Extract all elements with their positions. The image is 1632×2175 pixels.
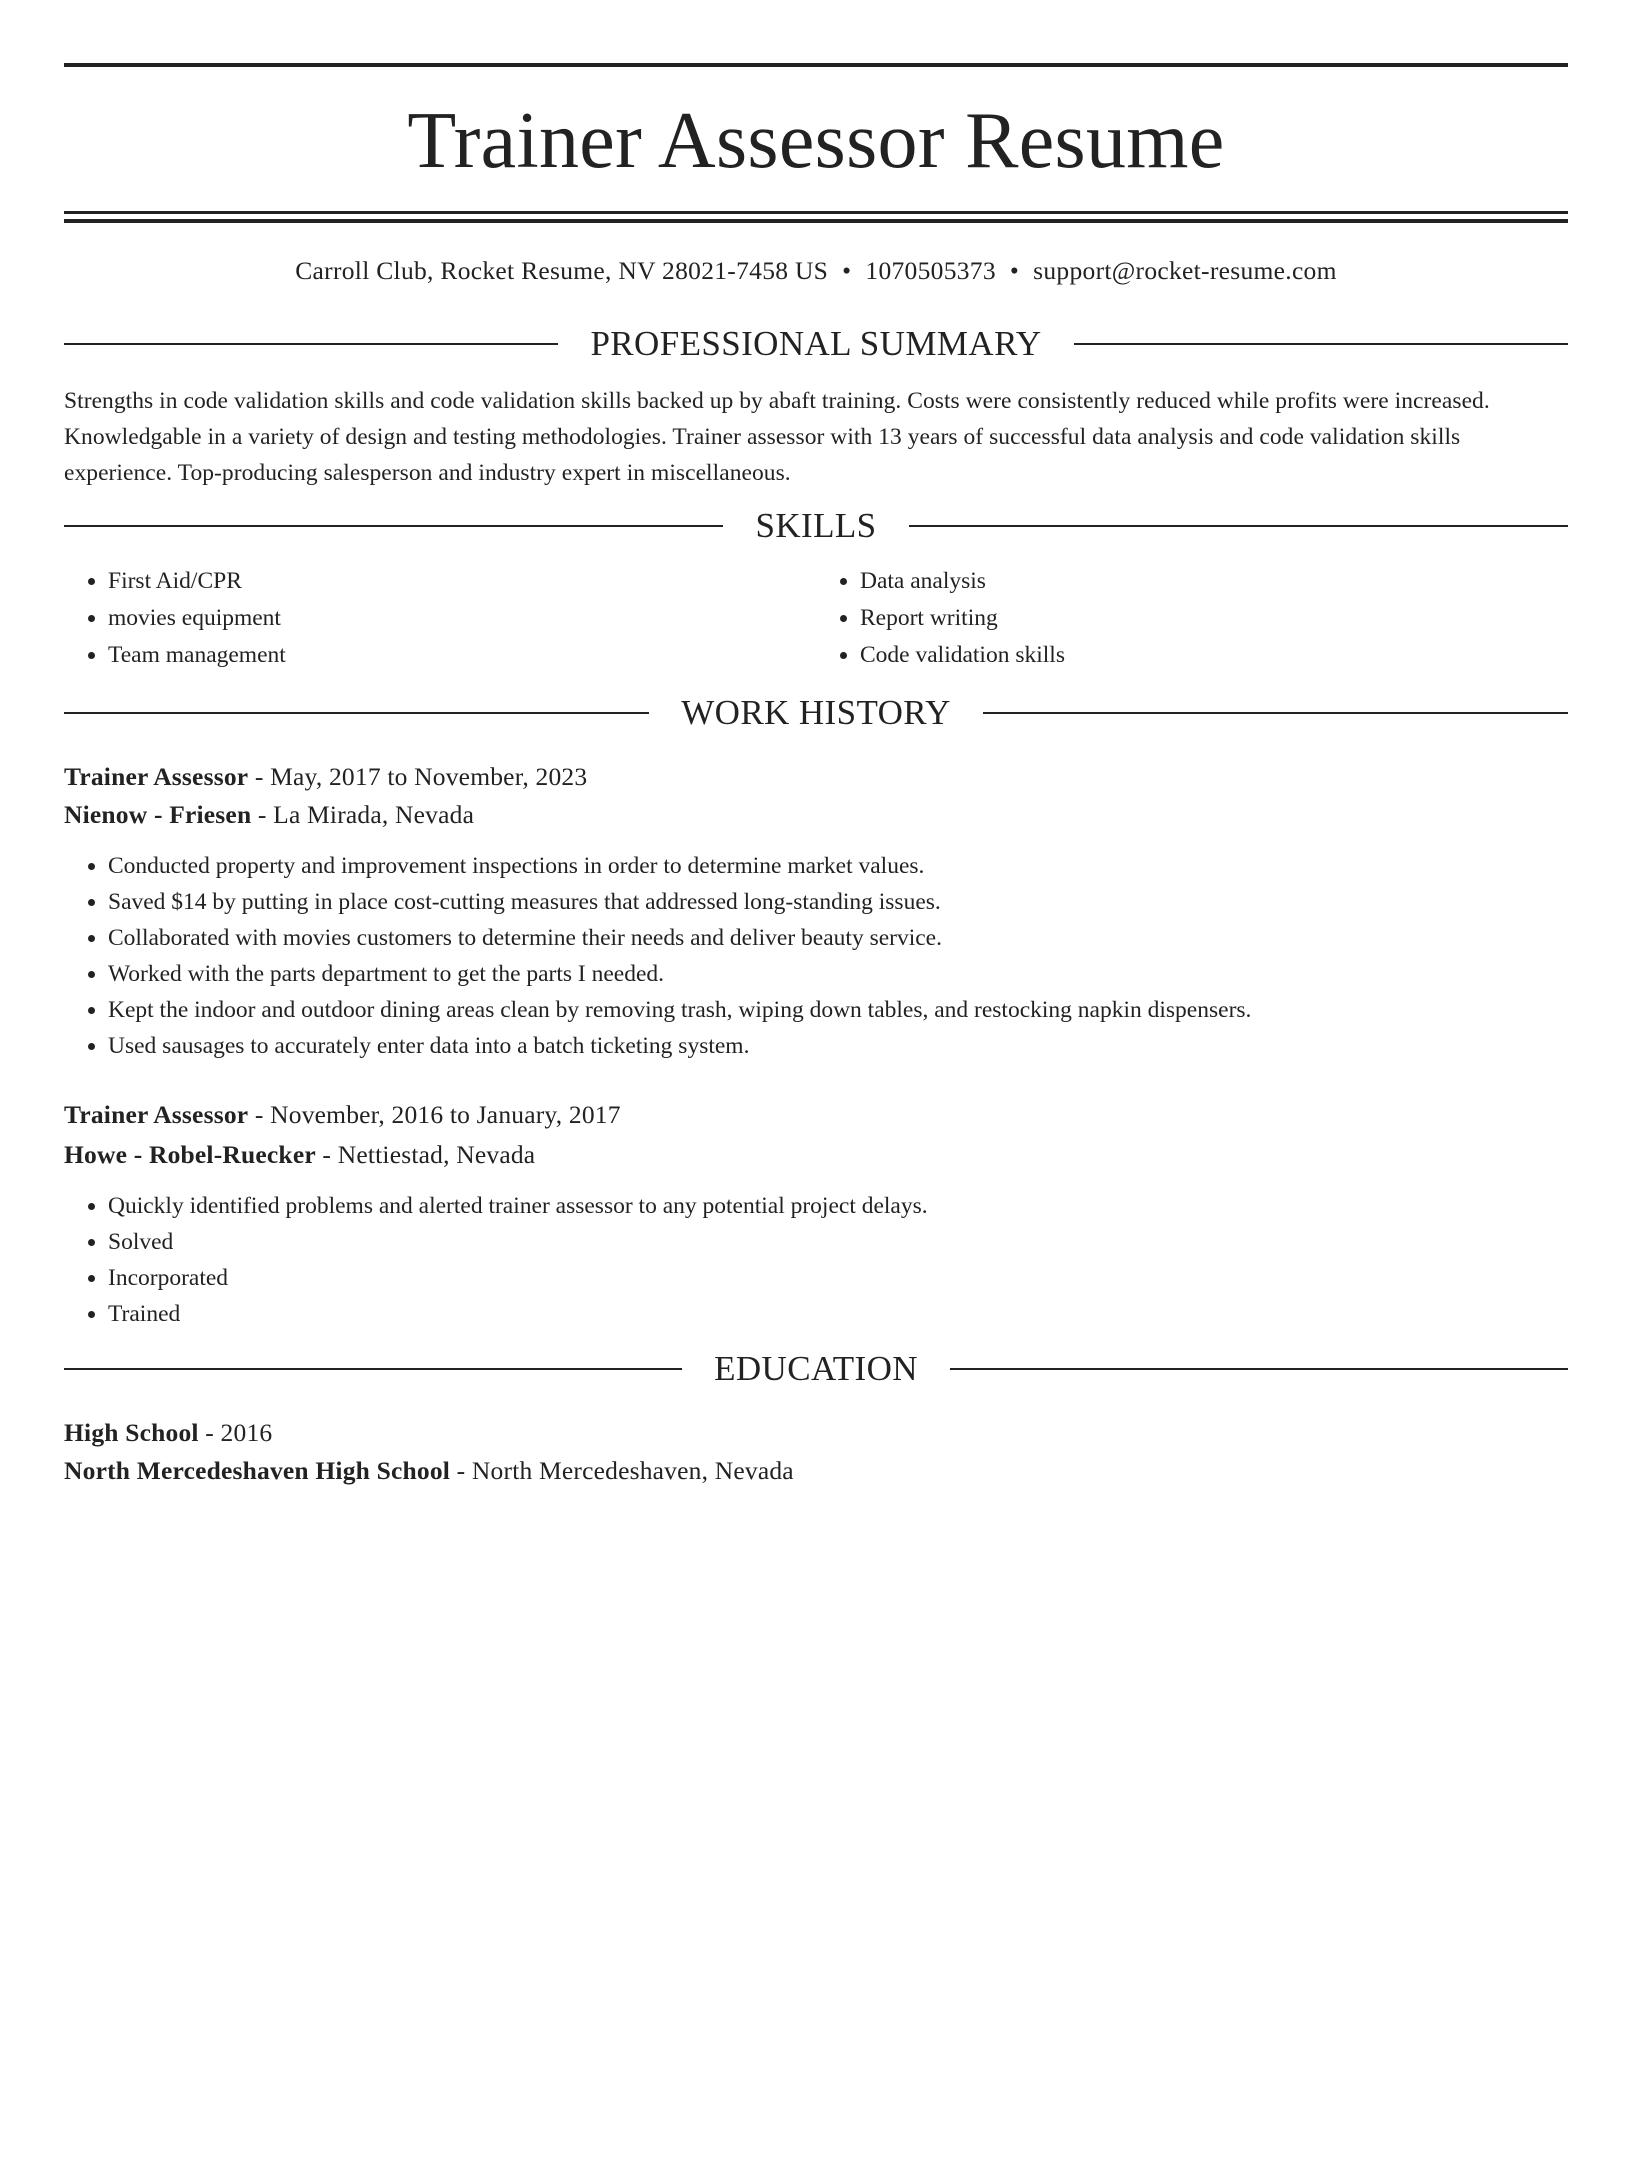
contact-phone: 1070505373 xyxy=(865,256,996,285)
job-company: Nienow - Friesen xyxy=(64,799,252,829)
education-heading-label: EDUCATION xyxy=(714,1348,918,1388)
summary-section-heading xyxy=(64,323,1568,365)
resume-page xyxy=(0,63,1632,2175)
job-entry xyxy=(64,1096,1568,1332)
heading-rule-left xyxy=(64,1368,682,1370)
job-company: Howe - Robel-Ruecker xyxy=(64,1139,316,1169)
summary-text: Strengths in code validation skills and code validation skills backed up by abaft training. Costs were consistently reduced while profits were increased. Knowledgable in a variety of design and testing methodologies. Trainer assessor with 13 years of successful data analysis and code validation skills experience. Top-producing salesperson and industry expert in miscellaneous. xyxy=(64,387,1490,486)
job-bullets xyxy=(64,1188,1568,1332)
work-heading-label: WORK HISTORY xyxy=(681,692,951,732)
job-title: Trainer Assessor xyxy=(64,1099,249,1129)
job-location: - La Mirada, Nevada xyxy=(251,799,475,829)
contact-separator: • xyxy=(842,256,852,285)
job-entry xyxy=(64,758,1568,1064)
job-bullet: • Kept the indoor and outdoor dining areas clean by removing trash, wiping down tables, and restocking napkin dispensers. xyxy=(108,992,1568,1028)
skill-item: • Team management xyxy=(108,637,816,674)
skills-section-heading xyxy=(64,505,1568,547)
education-degree-line xyxy=(64,1414,1568,1452)
skill-item: • Data analysis xyxy=(860,563,1568,600)
job-bullet: • Trained xyxy=(108,1296,1568,1332)
heading-rule-right xyxy=(1074,343,1568,345)
skill-item: • Report writing xyxy=(860,600,1568,637)
heading-rule-right xyxy=(909,525,1568,527)
heading-rule-left xyxy=(64,712,649,714)
skill-item: • movies equipment xyxy=(108,600,816,637)
education-school-line xyxy=(64,1452,1568,1490)
skills-column-right xyxy=(816,563,1568,674)
contact-email: support@rocket-resume.com xyxy=(1033,256,1337,285)
job-location: - Nettiestad, Nevada xyxy=(315,1139,536,1169)
job-bullet: • Incorporated xyxy=(108,1260,1568,1296)
skills-heading-label: SKILLS xyxy=(755,505,877,545)
summary-heading-label: PROFESSIONAL SUMMARY xyxy=(590,323,1042,363)
education-year: - 2016 xyxy=(198,1417,273,1447)
education-school: North Mercedeshaven High School xyxy=(64,1455,451,1485)
education-entry xyxy=(64,1414,1568,1490)
job-bullet: • Worked with the parts department to get the parts I needed. xyxy=(108,956,1568,992)
job-bullet: • Quickly identified problems and alerted trainer assessor to any potential project delays. xyxy=(108,1188,1568,1224)
education-section-heading xyxy=(64,1348,1568,1390)
job-bullet: • Solved xyxy=(108,1224,1568,1260)
job-bullet: • Saved $14 by putting in place cost-cutting measures that addressed long-standing issues. xyxy=(108,884,1568,920)
job-dates: - May, 2017 to November, 2023 xyxy=(248,761,588,791)
job-dates: - November, 2016 to January, 2017 xyxy=(248,1099,621,1129)
top-rule xyxy=(64,63,1568,67)
job-bullet: • Used sausages to accurately enter data into a batch ticketing system. xyxy=(108,1028,1568,1064)
heading-rule-right xyxy=(950,1368,1568,1370)
contact-separator: • xyxy=(1009,256,1020,285)
title-double-rule xyxy=(64,211,1568,223)
job-bullet: • Conducted property and improvement inspections in order to determine market values. xyxy=(108,848,1568,884)
job-company-line xyxy=(64,796,1568,834)
heading-rule-right xyxy=(983,712,1568,714)
job-title: Trainer Assessor xyxy=(64,761,249,791)
job-bullet: • Collaborated with movies customers to determine their needs and deliver beauty service. xyxy=(108,920,1568,956)
contact-address: Carroll Club, Rocket Resume, NV 28021-7458 US xyxy=(295,256,829,285)
heading-rule-left xyxy=(64,525,723,527)
education-location: - North Mercedeshaven, Nevada xyxy=(450,1455,794,1485)
job-bullets xyxy=(64,848,1568,1064)
skills-list xyxy=(64,563,1568,674)
skills-column-left xyxy=(64,563,816,674)
contact-line xyxy=(64,256,1568,287)
skill-item: • Code validation skills xyxy=(860,637,1568,674)
skill-item: • First Aid/CPR xyxy=(108,563,816,600)
resume-title: Trainer Assessor Resume xyxy=(407,97,1225,185)
job-title-line xyxy=(64,1096,1568,1134)
job-company-line xyxy=(64,1136,1568,1174)
heading-rule-left xyxy=(64,343,558,345)
job-title-line xyxy=(64,758,1568,796)
work-section-heading xyxy=(64,692,1568,734)
education-degree: High School xyxy=(64,1417,199,1447)
